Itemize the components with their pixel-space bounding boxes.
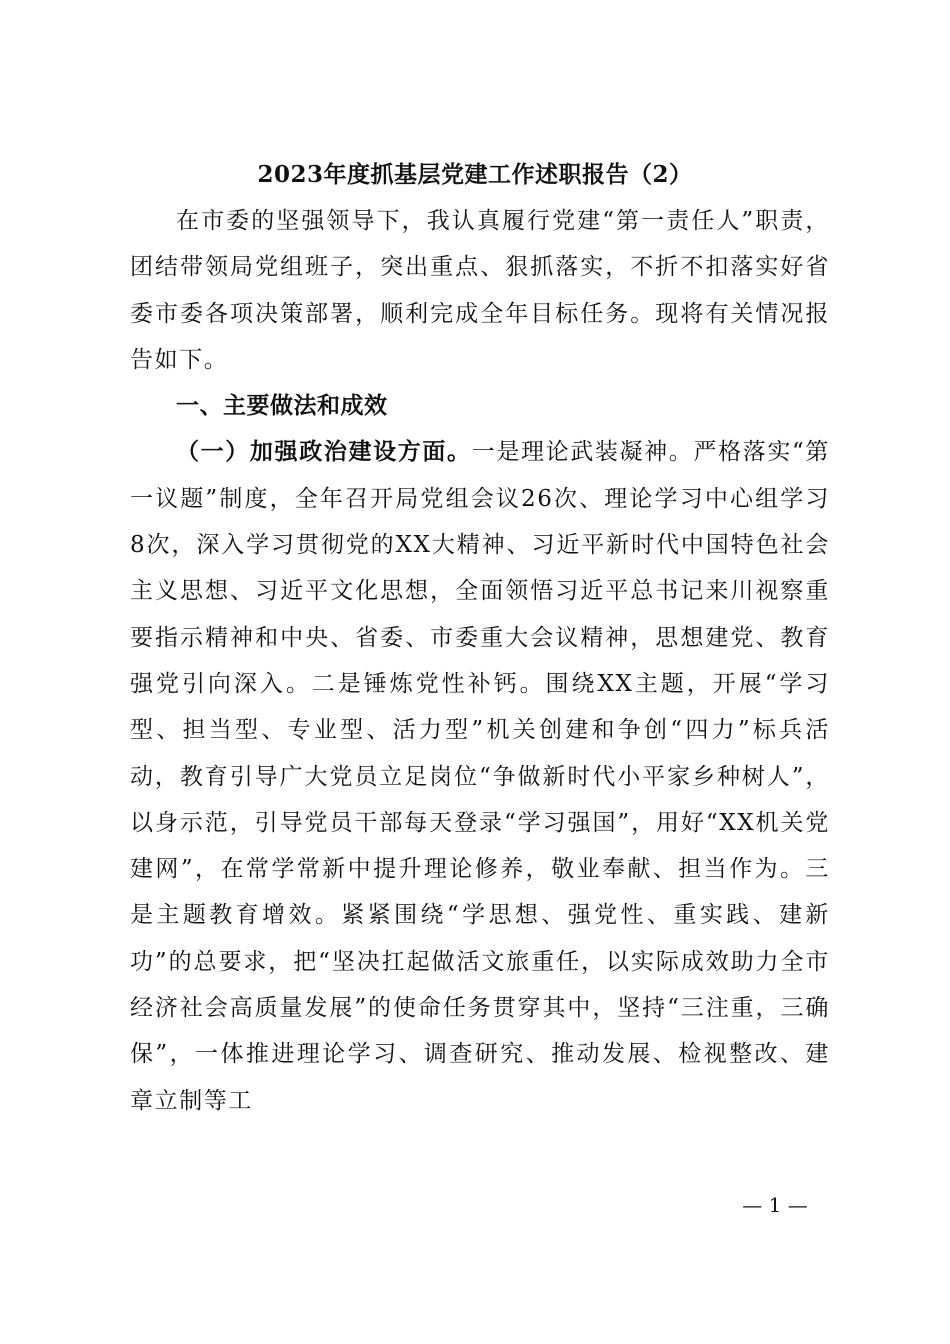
page-number: — 1 — bbox=[742, 1193, 808, 1217]
document-title: 2023年度抓基层党建工作述职报告（2） bbox=[257, 161, 693, 188]
subsection-body: 一是理论武装凝神。严格落实“第一议题”制度，全年召开局党组会议26次、理论学习中心组学习8次，深入学习贯彻党的XX大精神、习近平新时代中国特色社会主义思想、习近平文化思想，全面领悟习近平总书记来川视察重要指示精神和中央、省委、市委重大会议精神，思想建党、教育强党引向深入。二是锤炼党性补钙。围绕XX主题，开展“学习型、担当型、专业型、活力型”机关创建和争创“四力”标兵活动，教育引导广大党员立足岗位“争做新时代小平家乡种树人”，以身示范，引导党员干部每天登录“学习强国”，用好“XX机关党建网”，在常学常新中提升理论修养，敬业奉献、担当作为。三是主题教育增效。紧紧围绕“学思想、强党性、重实践、建新功”的总要求，把“坚决扛起做活文旅重任，以实际成效助力全市经济社会高质量发展”的使命任务贯穿其中，坚持“三注重，三确保”，一体推进理论学习、调查研究、推动发展、检视整改、建章立制等工 bbox=[130, 439, 831, 1114]
intro-paragraph: 在市委的坚强领导下，我认真履行党建“第一责任人”职责，团结带领局党组班子，突出重点、狠抓落实，不折不扣落实好省委市委各项决策部署，顺利完成全年目标任务。现将有关情况报告如下。 bbox=[130, 208, 830, 373]
subsection-paragraph bbox=[130, 429, 830, 1123]
document-body bbox=[130, 198, 830, 1124]
subsection-heading: （一）加强政治建设方面。 bbox=[176, 438, 472, 466]
section-heading: 一、主要做法和成效 bbox=[176, 392, 388, 420]
